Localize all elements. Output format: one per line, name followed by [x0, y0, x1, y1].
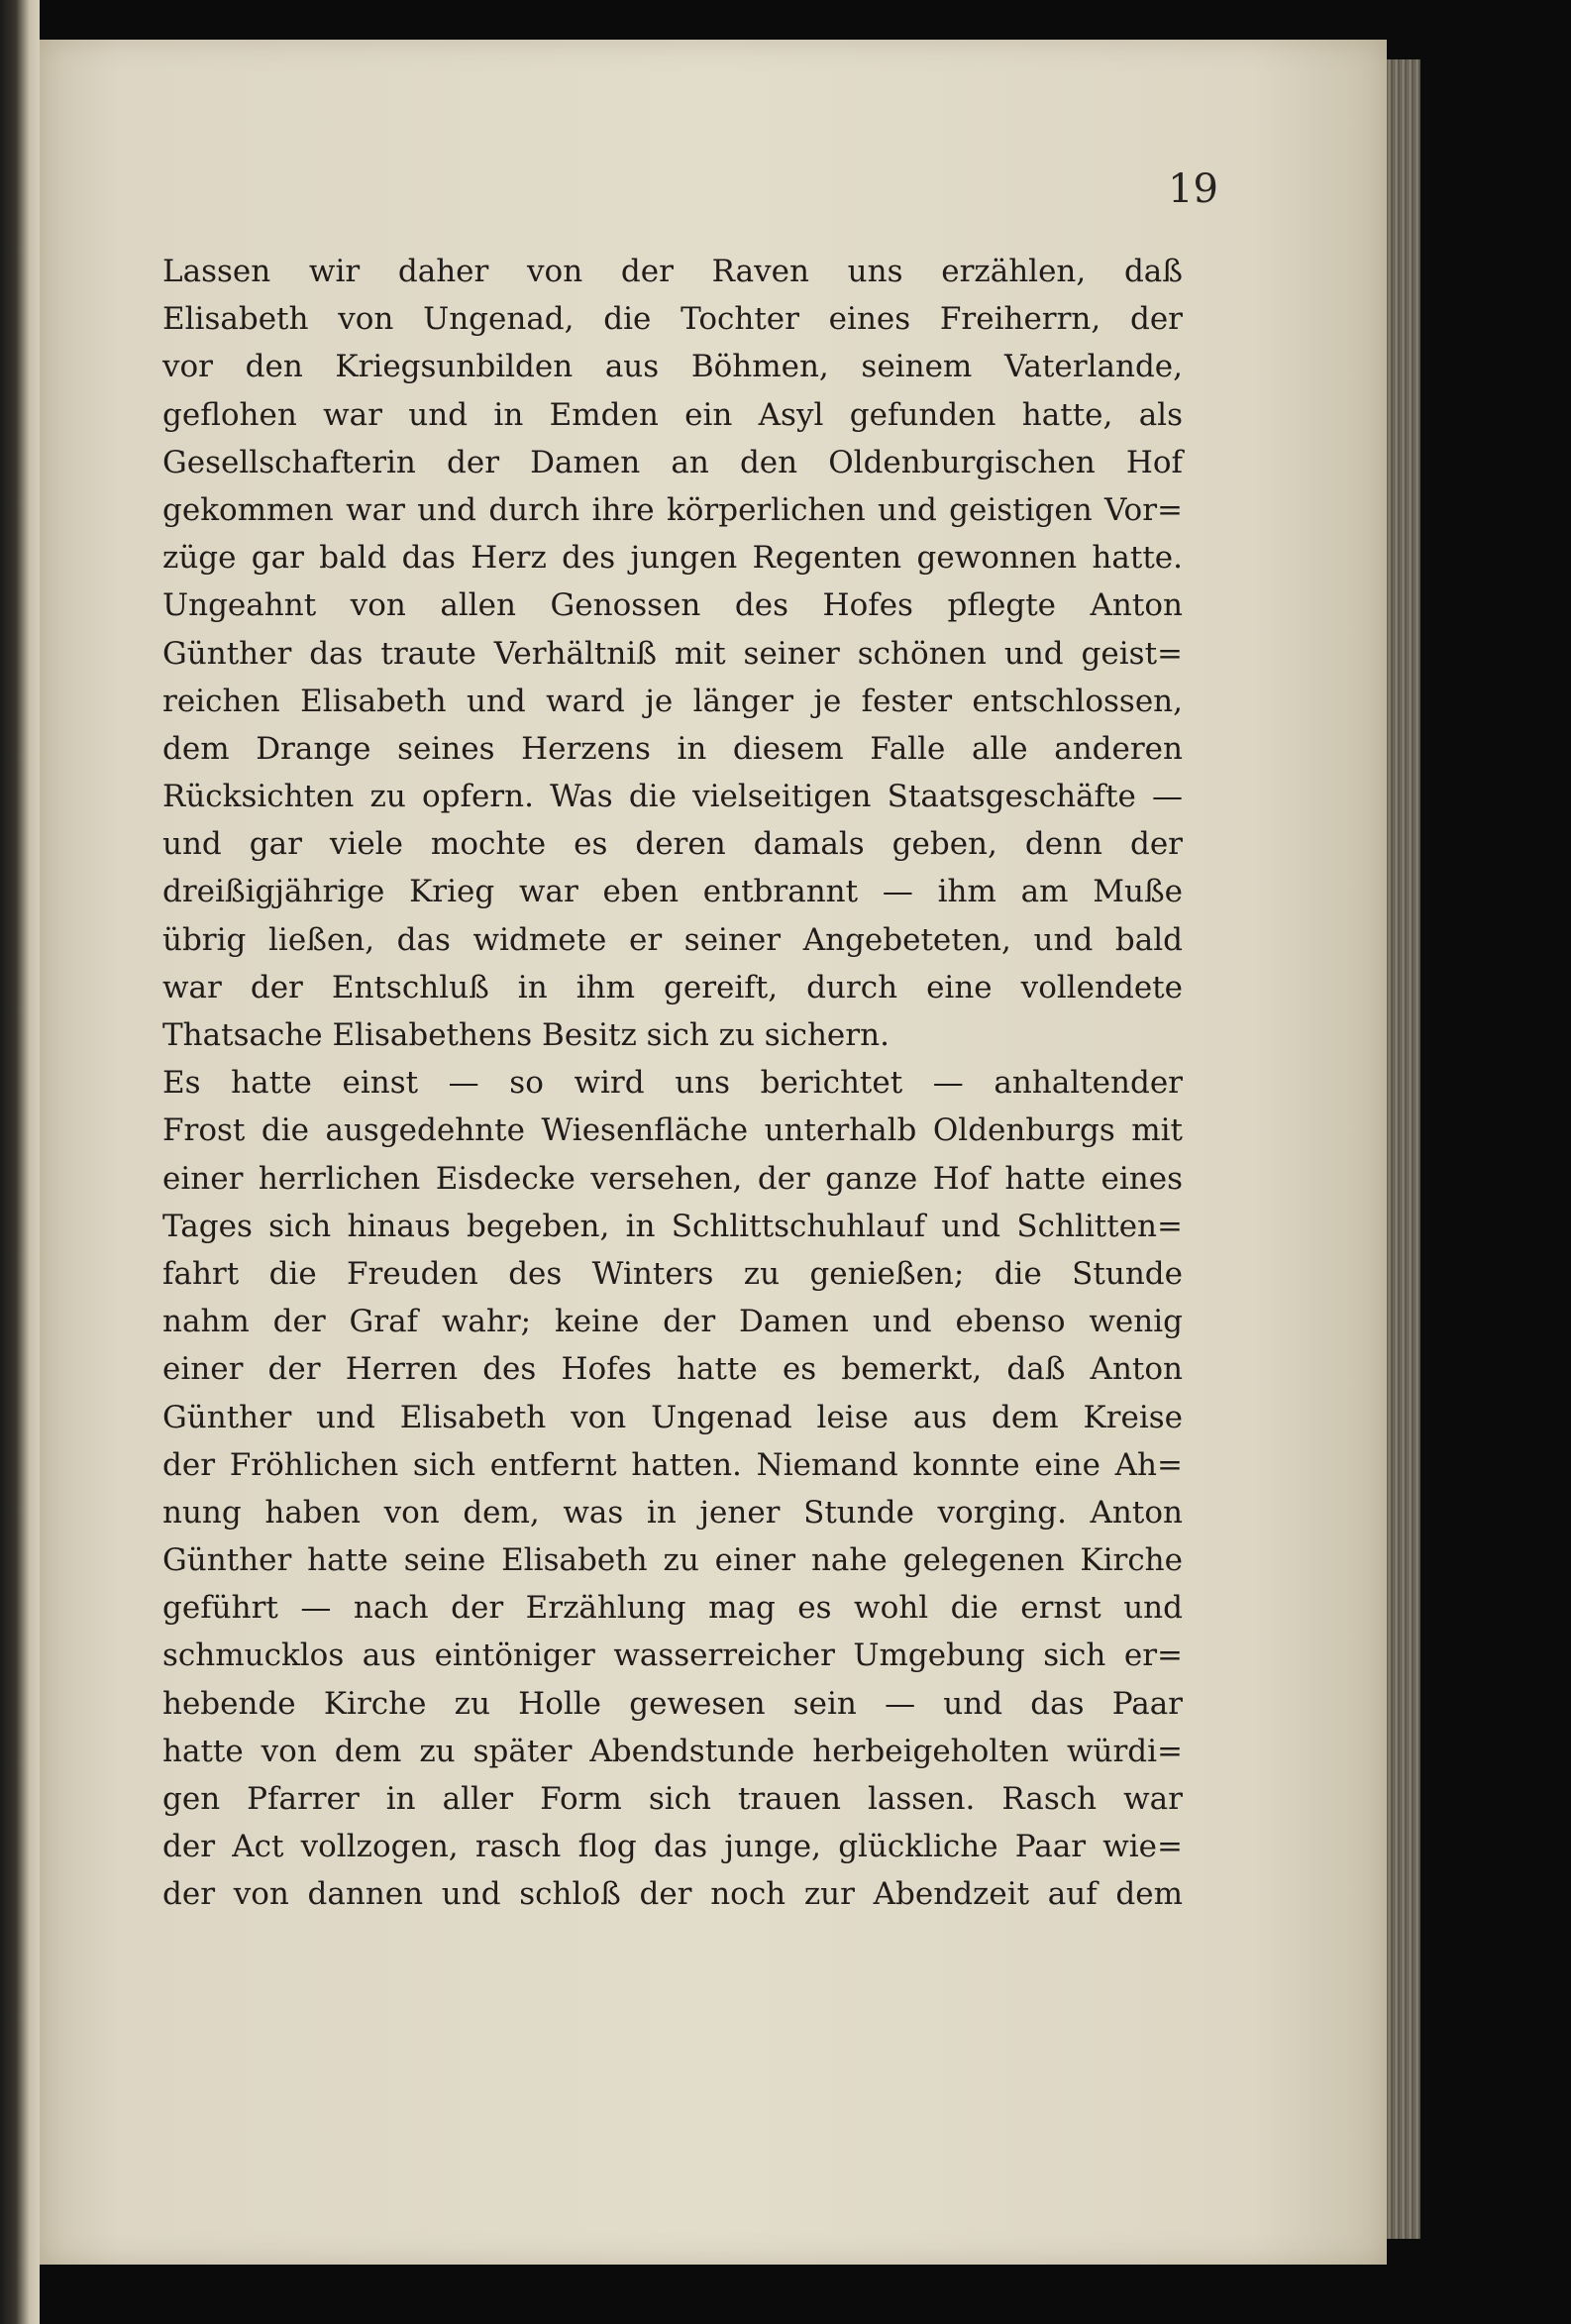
text-line: geflohen war und in Emden ein Asyl gefunden hatte, als	[162, 396, 1183, 433]
text-line: Thatsache Elisabethens Besitz sich zu sichern.	[162, 1017, 890, 1053]
text-line: reichen Elisabeth und ward je länger je fester entschlossen,	[162, 683, 1183, 719]
text-line: Rücksichten zu opfern. Was die vielseitigen Staatsgeschäfte —	[162, 779, 1183, 815]
text-line: und gar viele mochte es deren damals geben, denn der	[162, 826, 1183, 863]
text-line: hebende Kirche zu Holle gewesen sein — und das Paar	[162, 1685, 1183, 1722]
text-line: Günther und Elisabeth von Ungenad leise aus dem Kreise	[162, 1399, 1183, 1435]
text-line: gekommen war und durch ihre körperlichen und geistigen Vor=	[162, 491, 1183, 528]
text-line: nung haben von dem, was in jener Stunde vorging. Anton	[162, 1494, 1183, 1531]
text-line: Lassen wir daher von der Raven uns erzählen, daß	[162, 254, 1183, 289]
text-line: war der Entschluß in ihm gereift, durch eine vollendete	[162, 969, 1183, 1005]
text-line: Tages sich hinaus begeben, in Schlittschuhlauf und Schlitten=	[162, 1208, 1183, 1244]
text-line: einer herrlichen Eisdecke versehen, der ganze Hof hatte eines	[162, 1160, 1183, 1197]
text-line: züge gar bald das Herz des jungen Regenten gewonnen hatte.	[162, 540, 1183, 577]
text-line: schmucklos aus eintöniger wasserreicher Umgebung sich er=	[162, 1637, 1183, 1674]
text-line: Es hatte einst — so wird uns berichtet — anhaltender	[162, 1065, 1183, 1102]
text-line: Günther das traute Verhältniß mit seiner schönen und geist=	[162, 635, 1183, 672]
page-number: 19	[1168, 166, 1218, 212]
text-line: der Act vollzogen, rasch flog das junge, glückliche Paar wie=	[162, 1829, 1183, 1865]
text-line: der von dannen und schloß der noch zur Abendzeit auf dem	[162, 1876, 1183, 1913]
text-line: der Fröhlichen sich entfernt hatten. Niemand konnte eine Ah=	[162, 1446, 1183, 1483]
text-line: dreißigjährige Krieg war eben entbrannt — ihm am Muße	[162, 874, 1183, 910]
text-line: hatte von dem zu später Abendstunde herbeigeholten würdi=	[162, 1733, 1183, 1769]
text-line: dem Drange seines Herzens in diesem Falle alle anderen	[162, 730, 1183, 767]
text-line: vor den Kriegsunbilden aus Böhmen, seinem Vaterlande,	[162, 349, 1183, 385]
text-line: Gesellschafterin der Damen an den Oldenburgischen Hof	[162, 444, 1183, 480]
text-line: geführt — nach der Erzählung mag es wohl die ernst und	[162, 1590, 1183, 1627]
text-line: übrig ließen, das widmete er seiner Angebeteten, und bald	[162, 921, 1183, 958]
text-line: Günther hatte seine Elisabeth zu einer nahe gelegenen Kirche	[162, 1542, 1183, 1579]
text-line: fahrt die Freuden des Winters zu genießen; die Stunde	[162, 1255, 1183, 1292]
text-line: einer der Herren des Hofes hatte es bemerkt, daß Anton	[162, 1351, 1183, 1388]
text-line: Elisabeth von Ungenad, die Tochter eines Freiherrn, der	[162, 301, 1183, 338]
text-line: gen Pfarrer in aller Form sich trauen lassen. Rasch war	[162, 1781, 1183, 1817]
page-stack-edge	[1387, 59, 1420, 2239]
body-text	[162, 248, 1183, 1919]
text-line: nahm der Graf wahr; keine der Damen und ebenso wenig	[162, 1304, 1183, 1340]
text-line: Ungeahnt von allen Genossen des Hofes pflegte Anton	[162, 587, 1183, 624]
adjacent-page-edge-left	[0, 0, 40, 2324]
text-line: Frost die ausgedehnte Wiesenfläche unterhalb Oldenburgs mit	[162, 1112, 1183, 1149]
